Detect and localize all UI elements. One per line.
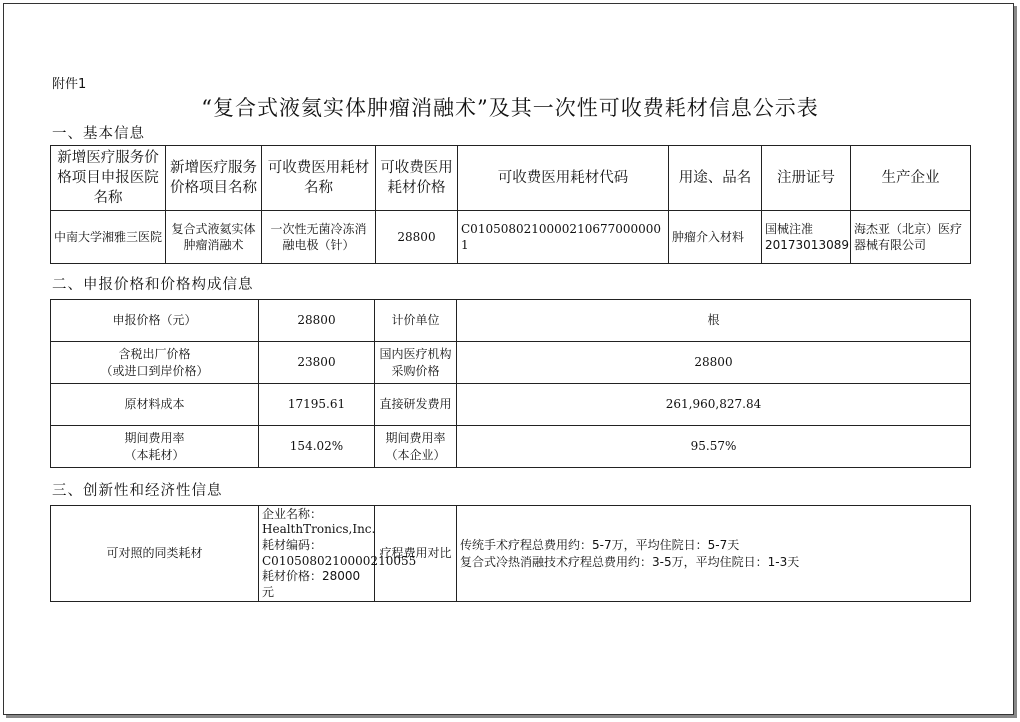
label-factory-price [51, 342, 259, 384]
label-factory-price-line1: 含税出厂价格 [118, 347, 191, 362]
label-rd-cost: 直接研发费用 [375, 384, 457, 426]
code-label: 耗材编码： [262, 537, 323, 552]
innovation-row [51, 506, 971, 602]
label-expense-rate-line2: （本耗材） [124, 447, 185, 462]
company-label: 企业名称： [262, 506, 323, 521]
price-row [51, 426, 971, 468]
value-expense-rate-company: 95.57% [457, 426, 971, 468]
value-expense-rate-material: 154.02% [259, 426, 375, 468]
price-row [51, 384, 971, 426]
innovation-table [50, 505, 971, 602]
label-cost-comparison: 疗程费用对比 [375, 506, 457, 602]
price-table [50, 299, 971, 468]
label-declared-price: 申报价格（元） [51, 300, 259, 342]
section-basic-heading: 一、基本信息 [52, 126, 145, 142]
cell-material-name: 一次性无菌冷冻消融电极（针） [262, 211, 376, 264]
value-factory-price: 23800 [259, 342, 375, 384]
header-material-price: 可收费医用耗材价格 [376, 146, 458, 211]
header-project: 新增医疗服务价格项目名称 [166, 146, 262, 211]
label-unit: 计价单位 [375, 300, 457, 342]
header-material-code: 可收费医用耗材代码 [458, 146, 669, 211]
label-comparable-material: 可对照的同类耗材 [51, 506, 259, 602]
label-expense-rate-line1: 期间费用率 [124, 431, 185, 446]
header-usage: 用途、品名 [669, 146, 762, 211]
label-factory-price-line2: （或进口到岸价格） [100, 363, 209, 378]
value-raw-cost: 17195.61 [259, 384, 375, 426]
comparison-line-traditional: 传统手术疗程总费用约：5-7万，平均住院日：5-7天 [460, 538, 740, 553]
price-row [51, 300, 971, 342]
header-material-name: 可收费医用耗材名称 [262, 146, 376, 211]
comparison-line-composite: 复合式冷热消融技术疗程总费用约：3-5万，平均住院日：1-3天 [460, 554, 800, 569]
cell-manufacturer: 海杰亚（北京）医疗器械有限公司 [851, 211, 971, 264]
header-hospital: 新增医疗服务价格项目申报医院名称 [51, 146, 166, 211]
attachment-label: 附件1 [52, 77, 87, 92]
cell-hospital: 中南大学湘雅三医院 [51, 211, 166, 264]
section-price-heading: 二、申报价格和价格构成信息 [52, 277, 254, 293]
section-innovation-heading: 三、创新性和经济性信息 [52, 483, 223, 499]
document-title: “复合式液氦实体肿瘤消融术”及其一次性可收费耗材信息公示表 [201, 96, 819, 120]
cell-project: 复合式液氦实体肿瘤消融术 [166, 211, 262, 264]
price-row [51, 342, 971, 384]
value-unit: 根 [457, 300, 971, 342]
label-expense-rate-material [51, 426, 259, 468]
basic-header-row [51, 146, 971, 211]
cell-reg-no: 国械注准20173013089 [762, 211, 851, 264]
material-price: 耗材价格：28000元 [262, 569, 361, 599]
label-domestic-price: 国内医疗机构采购价格 [375, 342, 457, 384]
cell-material-price: 28800 [376, 211, 458, 264]
basic-data-row [51, 211, 971, 264]
value-rd-cost: 261,960,827.84 [457, 384, 971, 426]
cell-usage: 肿瘤介入材料 [669, 211, 762, 264]
label-expense-rate-company: 期间费用率（本企业） [375, 426, 457, 468]
company-name: HealthTronics,Inc. [262, 522, 376, 537]
cell-material-code: C0105080210000210677000000​1 [458, 211, 669, 264]
value-declared-price: 28800 [259, 300, 375, 342]
material-code: C0105080210000210055 [262, 553, 417, 568]
header-reg-no: 注册证号 [762, 146, 851, 211]
value-domestic-price: 28800 [457, 342, 971, 384]
label-raw-cost: 原材料成本 [51, 384, 259, 426]
basic-info-table [50, 145, 971, 264]
cost-comparison-text [457, 506, 971, 602]
header-manufacturer: 生产企业 [851, 146, 971, 211]
